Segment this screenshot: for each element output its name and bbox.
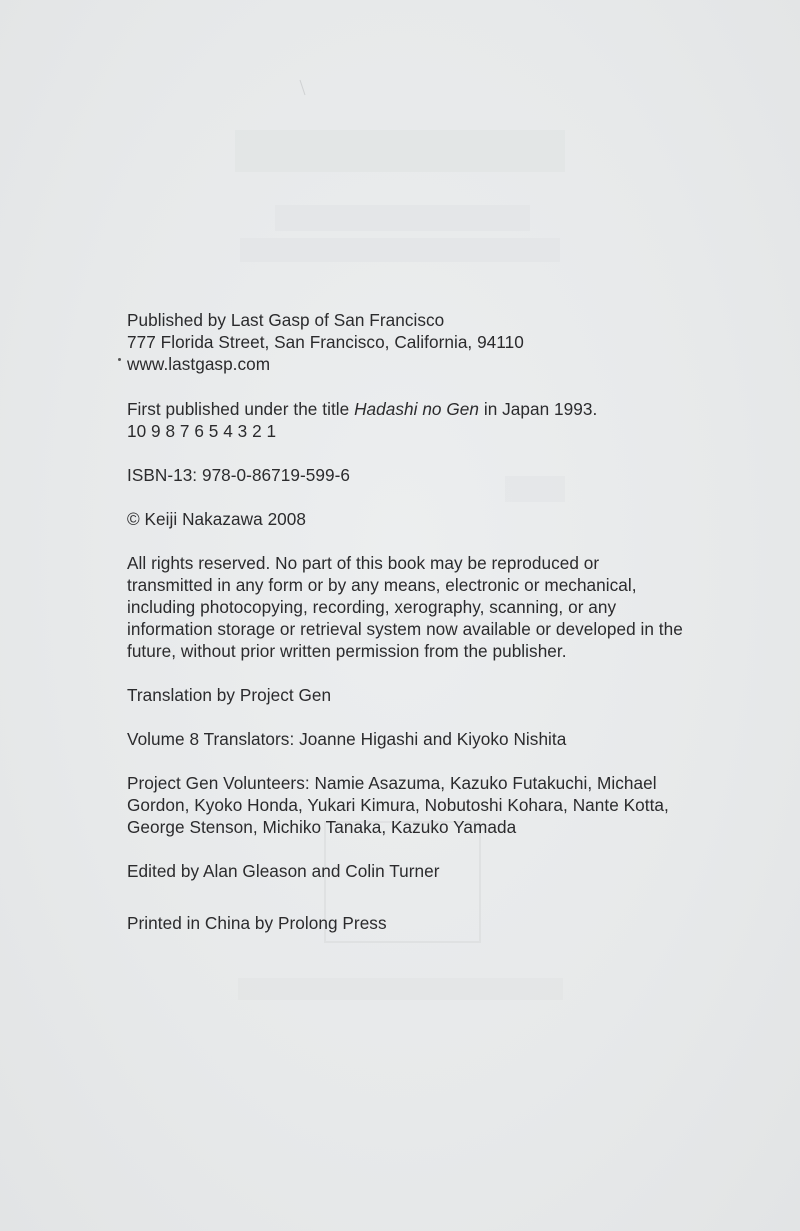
printing-line: 10 9 8 7 6 5 4 3 2 1 — [127, 421, 277, 441]
translators-block — [127, 728, 687, 750]
edited-block — [127, 860, 687, 882]
copyright-block — [127, 508, 687, 530]
translation-block — [127, 684, 687, 706]
first-published-suffix: in Japan 1993. — [479, 399, 598, 419]
publisher-block — [127, 309, 687, 375]
publisher-name: Published by Last Gasp of San Francisco — [127, 310, 445, 330]
rights-block — [127, 552, 687, 662]
publisher-address: 777 Florida Street, San Francisco, California, 94110 — [127, 332, 524, 352]
first-published-block — [127, 398, 687, 442]
volunteers-credit: Project Gen Volunteers: Namie Asazuma, Kazuko Futakuchi, Michael Gordon, Kyoko Honda, Yukari Kimura, Nobutoshi Kohara, Nante Kotta, George Stenson, Michiko Tanaka, Kazuko Yamada — [127, 773, 669, 837]
original-title: Hadashi no Gen — [354, 399, 479, 419]
printer-credit: Printed in China by Prolong Press — [127, 913, 387, 933]
copyright-notice: © Keiji Nakazawa 2008 — [127, 509, 307, 529]
rights-statement: All rights reserved. No part of this book may be reproduced or transmitted in any form or by any means, electronic or mechanical, including photocopying, recording, xerography, scanning, or any information storage or retrieval system now available or developed in the future, without prior written permission from the publisher. — [127, 553, 683, 661]
dust-speck — [118, 358, 121, 361]
printed-block — [127, 912, 687, 934]
first-published-prefix: First published under the title — [127, 399, 355, 419]
isbn-block — [127, 464, 687, 486]
translators-credit: Volume 8 Translators: Joanne Higashi and Kiyoko Nishita — [127, 729, 567, 749]
imprint-text — [127, 309, 687, 934]
isbn: ISBN-13: 978-0-86719-599-6 — [127, 465, 350, 485]
translation-credit: Translation by Project Gen — [127, 685, 332, 705]
first-published-line — [127, 398, 687, 420]
editors-credit: Edited by Alan Gleason and Colin Turner — [127, 861, 440, 881]
volunteers-block — [127, 772, 687, 838]
publisher-website: www.lastgasp.com — [127, 354, 271, 374]
